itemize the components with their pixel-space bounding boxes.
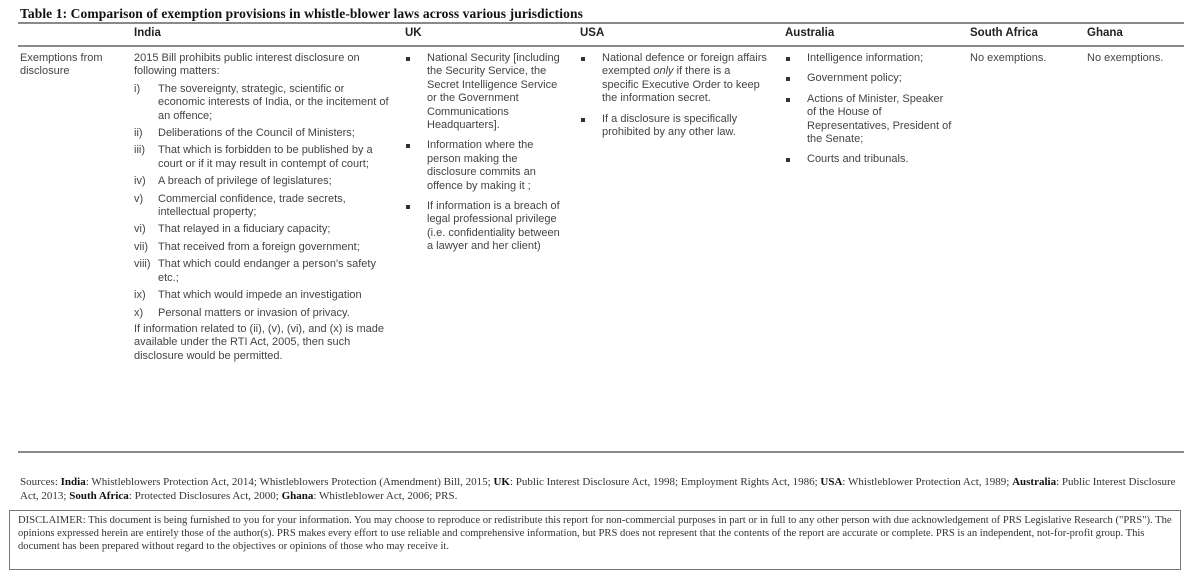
- source-jurisdiction: South Africa: [69, 490, 129, 502]
- item-text: That received from a foreign government;: [158, 240, 360, 253]
- bullet-icon: [786, 57, 790, 61]
- item-number: i): [134, 82, 141, 95]
- source-jurisdiction: UK: [493, 476, 510, 488]
- india-list-item: [134, 307, 392, 320]
- item-number: v): [134, 192, 144, 205]
- india-list-item: [134, 258, 392, 285]
- bullet-icon: [406, 205, 410, 209]
- india-list-item: [134, 175, 392, 188]
- india-list-item: [134, 289, 392, 302]
- india-list-item: [134, 193, 392, 220]
- source-text: : Protected Disclosures Act, 2000;: [128, 490, 282, 502]
- usa-item: National defence or foreign affairs exempted only if there is a specific Executive Order to keep the information secret.: [578, 52, 768, 106]
- column-header-australia: Australia: [785, 27, 835, 39]
- australia-item: Government policy;: [783, 72, 955, 85]
- india-outro: If information related to (ii), (v), (vi), and (x) is made available under the RTI Act, 2005, then such disclosure would be permitted.: [134, 322, 385, 362]
- bullet-icon: [786, 98, 790, 102]
- source-text: : Public Interest Disclosure Act, 2013;: [20, 476, 1176, 502]
- uk-item: Information where the person making the disclosure commits an offence by making it ;: [403, 139, 565, 193]
- india-list-item: [134, 223, 392, 236]
- south-africa-cell: No exemptions.: [970, 52, 1047, 64]
- item-text: A breach of privilege of legislatures;: [158, 175, 332, 188]
- item-text: That which could endanger a person's safety etc.;: [158, 258, 376, 284]
- item-number: vi): [134, 223, 146, 236]
- india-list-item: [134, 144, 392, 171]
- column-header-india: India: [134, 27, 161, 39]
- column-header-south-africa: South Africa: [970, 27, 1038, 39]
- header-bottom-rule: [18, 45, 1184, 47]
- source-text: : Public Interest Disclosure Act, 1998; Employment Rights Act, 1986;: [509, 476, 821, 488]
- item-number: vii): [134, 240, 149, 253]
- source-jurisdiction: Australia: [1012, 476, 1057, 488]
- source-jurisdiction: Ghana: [281, 490, 314, 502]
- item-number: iv): [134, 175, 146, 188]
- item-text: The sovereignty, strategic, scientific or economic interests of India, or the incitement of an offence;: [158, 82, 389, 122]
- australia-item: Actions of Minister, Speaker of the House of Representatives, President of the Senate;: [783, 93, 955, 147]
- source-jurisdiction: USA: [820, 476, 843, 488]
- table-title: Table 1: Comparison of exemption provisions in whistle-blower laws across various jurisdictions: [20, 6, 583, 21]
- column-header-ghana: Ghana: [1087, 27, 1123, 39]
- bullet-icon: [581, 118, 585, 122]
- india-list-item: [134, 241, 392, 254]
- uk-cell: [403, 52, 565, 261]
- item-number: viii): [134, 258, 151, 271]
- uk-item: If information is a breach of legal professional privilege (i.e. confidentiality between a lawyer and her client): [403, 200, 565, 254]
- item-number: ii): [134, 127, 143, 140]
- india-cell: [134, 52, 392, 367]
- column-header-usa: USA: [580, 27, 605, 39]
- item-number: iii): [134, 144, 145, 157]
- source-text: : Whistleblower Act, 2006; PRS.: [313, 490, 458, 502]
- india-list-item: [134, 127, 392, 140]
- india-list-item: [134, 83, 392, 123]
- item-number: x): [134, 306, 144, 319]
- bullet-icon: [406, 57, 410, 61]
- item-text: That relayed in a fiduciary capacity;: [158, 223, 331, 236]
- source-jurisdiction: India: [60, 476, 86, 488]
- item-number: ix): [134, 289, 146, 302]
- header-top-rule: [18, 22, 1184, 24]
- usa-item: If a disclosure is specifically prohibited by any other law.: [578, 113, 768, 140]
- table-bottom-rule: [18, 451, 1184, 453]
- uk-item: National Security [including the Security Service, the Secret Intelligence Service or the Government Communications Headquarters].: [403, 52, 565, 132]
- source-text: : Whistleblowers Protection Act, 2014; Whistleblowers Protection (Amendment) Bill, 2015;: [85, 476, 494, 488]
- bullet-icon: [786, 77, 790, 81]
- item-text: Deliberations of the Council of Ministers;: [158, 127, 355, 140]
- sources-prefix: Sources:: [20, 476, 61, 488]
- australia-item: Intelligence information;: [783, 52, 955, 65]
- india-list: [134, 83, 392, 320]
- bullet-icon: [581, 57, 585, 61]
- row-label: Exemptions from disclosure: [20, 52, 103, 78]
- source-text: : Whistleblower Protection Act, 1989;: [842, 476, 1013, 488]
- item-text: Personal matters or invasion of privacy.: [158, 306, 350, 319]
- bullet-icon: [406, 144, 410, 148]
- item-text: Commercial confidence, trade secrets, intellectual property;: [158, 192, 346, 219]
- item-text: That which would impede an investigation: [158, 289, 362, 302]
- column-header-uk: UK: [405, 27, 422, 39]
- australia-cell: [783, 52, 955, 174]
- item-text: That which is forbidden to be published by a court or if it may result in contempt of court;: [158, 144, 373, 170]
- usa-cell: [578, 52, 768, 146]
- australia-item: Courts and tribunals.: [783, 153, 955, 166]
- sources-note: [20, 475, 1180, 503]
- bullet-icon: [786, 158, 790, 162]
- disclaimer-box: DISCLAIMER: This document is being furnished to you for your information. You may choose to reproduce or redistribute this report for non-commercial purposes in part or in full to any other person with due acknowledgement of PRS Legislative Research ("PRS"). The opinions expressed herein are entirely those of the author(s). PRS makes every effort to use reliable and comprehensive information, but PRS does not represent that the contents of the report are accurate or complete. PRS is an independent, not-for-profit group. This document has been prepared without regard to the objectives or opinions of those who may receive it.: [9, 510, 1181, 570]
- ghana-cell: No exemptions.: [1087, 52, 1164, 64]
- india-intro: 2015 Bill prohibits public interest disclosure on following matters:: [134, 52, 360, 78]
